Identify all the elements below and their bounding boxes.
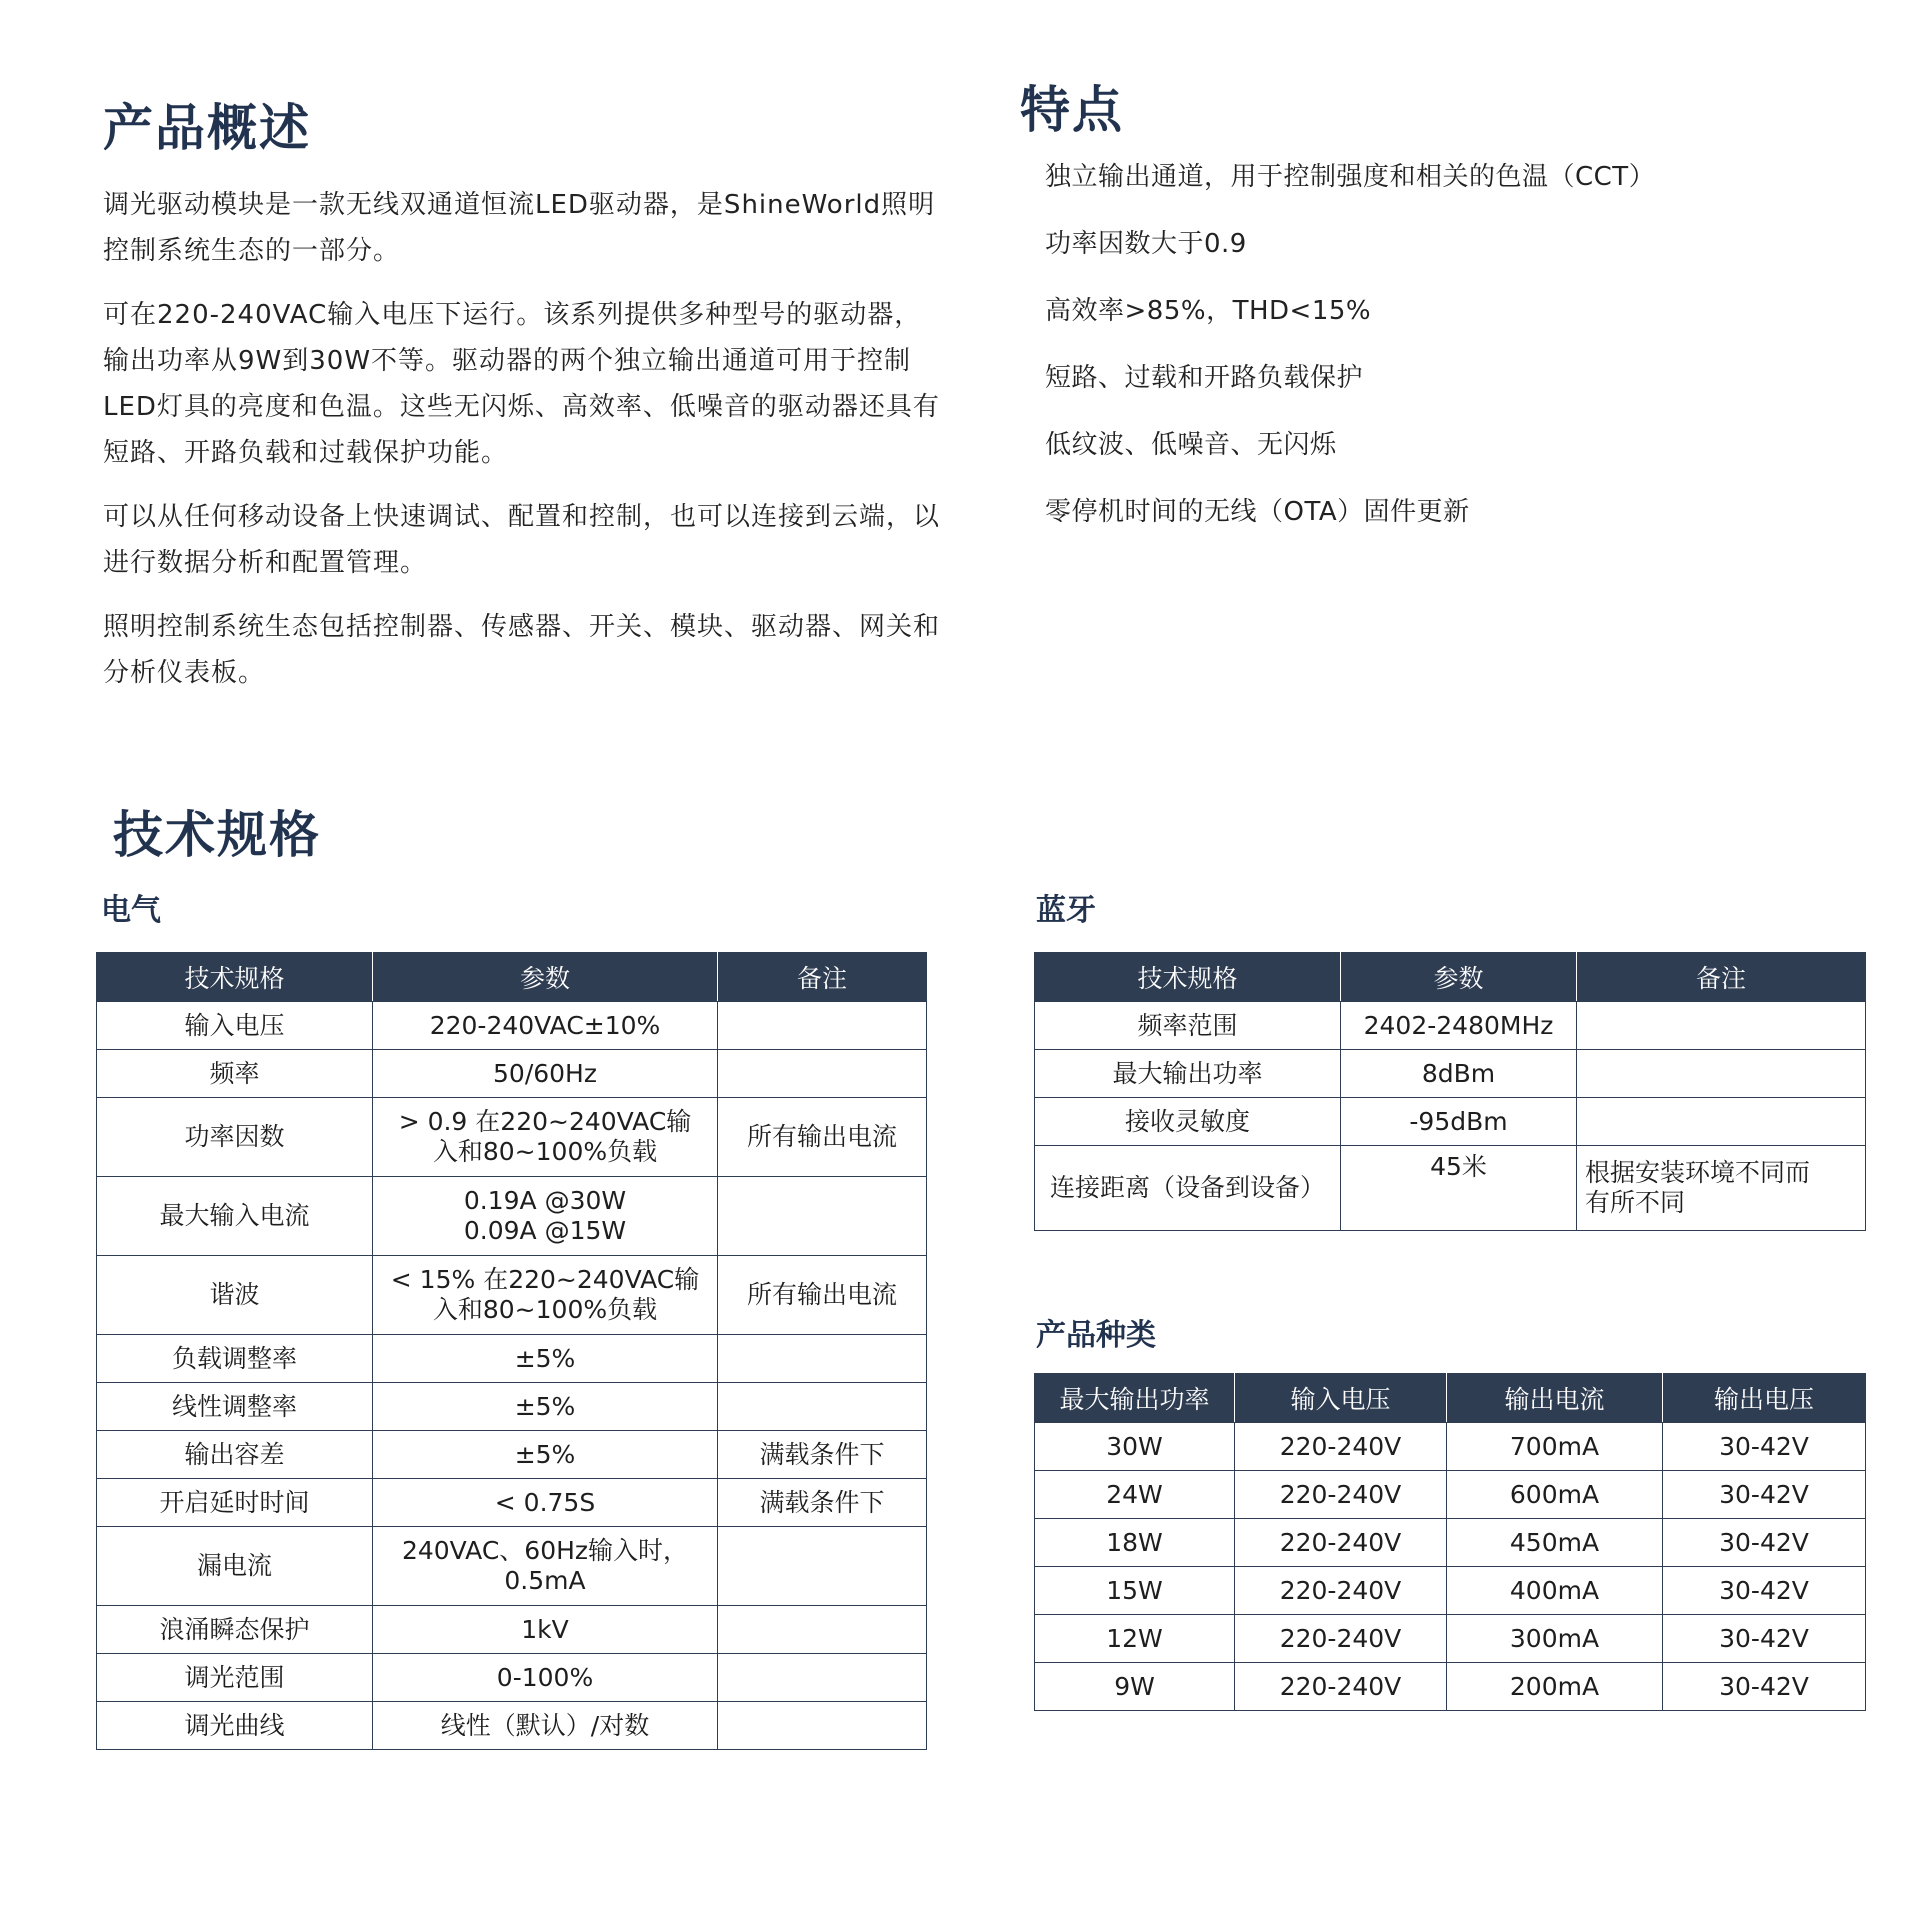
overview-paragraph: 调光驱动模块是一款无线双通道恒流LED驱动器，是ShineWorld照明控制系统生态的一部分。 [103,190,936,266]
table-row [1035,1050,1866,1098]
product-power: 15W [1035,1567,1235,1615]
specs-title: 技术规格 [113,806,321,864]
overview-paragraph: 可在220-240VAC输入电压下运行。该系列提供多种型号的驱动器，输出功率从9W到30W不等。驱动器的两个独立输出通道可用于控制LED灯具的亮度和色温。这些无闪烁、高效率、低噪音的驱动器还具有短路、开路负载和过载保护功能。 [103,300,940,468]
table-row [97,1335,927,1383]
spec-note: 所有输出电流 [718,1256,927,1335]
spec-value: 240VAC、60Hz输入时， 0.5mA [373,1527,718,1606]
spec-name: 接收灵敏度 [1035,1098,1341,1146]
spec-name: 连接距离（设备到设备） [1035,1146,1341,1231]
spec-value: 2402-2480MHz [1341,1002,1577,1050]
spec-name: 最大输出功率 [1035,1050,1341,1098]
product-power: 24W [1035,1471,1235,1519]
table-row [1035,1663,1866,1711]
column-header: 备注 [1577,953,1866,1002]
spec-value: 45米 [1341,1146,1577,1231]
spec-note [1577,1002,1866,1050]
spec-name: 输入电压 [97,1002,373,1050]
product-output-voltage: 30-42V [1663,1615,1866,1663]
spec-value: -95dBm [1341,1098,1577,1146]
column-header: 技术规格 [97,953,373,1002]
spec-note: 根据安装环境不同而 有所不同 [1577,1146,1866,1231]
column-header: 备注 [718,953,927,1002]
spec-name: 频率范围 [1035,1002,1341,1050]
table-row [1035,1567,1866,1615]
feature-item: 零停机时间的无线（OTA）固件更新 [1045,497,1470,527]
features-list [1045,160,1845,562]
spec-name: 浪涌瞬态保护 [97,1606,373,1654]
table-row [97,1702,927,1750]
product-input-voltage: 220-240V [1235,1519,1447,1567]
spec-note [718,1383,927,1431]
table-row [97,1256,927,1335]
spec-note [718,1002,927,1050]
product-power: 18W [1035,1519,1235,1567]
products-table [1034,1373,1866,1711]
product-output-current: 400mA [1447,1567,1663,1615]
table-row [1035,1519,1866,1567]
feature-item: 功率因数大于0.9 [1045,229,1247,259]
features-title: 特点 [1020,81,1124,139]
column-header: 输入电压 [1235,1374,1447,1423]
bluetooth-title: 蓝牙 [1036,893,1096,928]
column-header: 最大输出功率 [1035,1374,1235,1423]
overview-paragraph: 照明控制系统生态包括控制器、传感器、开关、模块、驱动器、网关和分析仪表板。 [103,612,941,688]
product-output-voltage: 30-42V [1663,1519,1866,1567]
column-header: 技术规格 [1035,953,1341,1002]
electrical-title: 电气 [101,893,161,928]
feature-item: 低纹波、低噪音、无闪烁 [1045,430,1337,460]
table-row [97,1479,927,1527]
spec-note [718,1606,927,1654]
spec-note [1577,1050,1866,1098]
table-row [1035,1146,1866,1231]
product-power: 30W [1035,1423,1235,1471]
table-row [97,1050,927,1098]
spec-value: 1kV [373,1606,718,1654]
products-title: 产品种类 [1036,1318,1156,1353]
spec-name: 频率 [97,1050,373,1098]
table-row [97,1002,927,1050]
spec-note [718,1050,927,1098]
spec-value: 0.19A @30W 0.09A @15W [373,1177,718,1256]
spec-note: 满载条件下 [718,1479,927,1527]
feature-item: 独立输出通道，用于控制强度和相关的色温（CCT） [1045,162,1656,192]
product-output-voltage: 30-42V [1663,1567,1866,1615]
product-output-voltage: 30-42V [1663,1663,1866,1711]
product-output-current: 700mA [1447,1423,1663,1471]
table-row [97,1654,927,1702]
spec-name: 线性调整率 [97,1383,373,1431]
spec-name: 调光范围 [97,1654,373,1702]
spec-note [718,1177,927,1256]
table-row [97,1177,927,1256]
product-output-voltage: 30-42V [1663,1471,1866,1519]
spec-name: 负载调整率 [97,1335,373,1383]
spec-value: < 0.75S [373,1479,718,1527]
spec-name: 开启延时时间 [97,1479,373,1527]
table-row [1035,1423,1866,1471]
product-input-voltage: 220-240V [1235,1567,1447,1615]
product-output-current: 300mA [1447,1615,1663,1663]
spec-value: 0-100% [373,1654,718,1702]
feature-item: 高效率>85%，THD<15% [1045,296,1372,326]
spec-note [718,1527,927,1606]
product-output-current: 600mA [1447,1471,1663,1519]
spec-note: 满载条件下 [718,1431,927,1479]
spec-value: 线性（默认）/对数 [373,1702,718,1750]
spec-value: 220-240VAC±10% [373,1002,718,1050]
spec-name: 漏电流 [97,1527,373,1606]
column-header: 输出电压 [1663,1374,1866,1423]
spec-note [718,1654,927,1702]
table-row [97,1431,927,1479]
product-input-voltage: 220-240V [1235,1471,1447,1519]
spec-value: ±5% [373,1383,718,1431]
table-row [97,1527,927,1606]
spec-value: ±5% [373,1431,718,1479]
spec-note [1577,1098,1866,1146]
spec-value: 50/60Hz [373,1050,718,1098]
spec-value: ±5% [373,1335,718,1383]
spec-note: 所有输出电流 [718,1098,927,1177]
bluetooth-table [1034,952,1866,1231]
table-row [1035,1471,1866,1519]
table-row [1035,1002,1866,1050]
overview-paragraph: 可以从任何移动设备上快速调试、配置和控制，也可以连接到云端，以进行数据分析和配置管理。 [103,502,941,578]
spec-name: 调光曲线 [97,1702,373,1750]
spec-name: 最大输入电流 [97,1177,373,1256]
spec-name: 输出容差 [97,1431,373,1479]
column-header: 参数 [373,953,718,1002]
spec-value: 8dBm [1341,1050,1577,1098]
overview-title: 产品概述 [103,99,311,157]
spec-name: 谐波 [97,1256,373,1335]
electrical-table [96,952,927,1750]
spec-note [718,1702,927,1750]
product-power: 12W [1035,1615,1235,1663]
table-row [97,1606,927,1654]
spec-name: 功率因数 [97,1098,373,1177]
table-row [97,1098,927,1177]
table-row [1035,1098,1866,1146]
product-power: 9W [1035,1663,1235,1711]
product-input-voltage: 220-240V [1235,1663,1447,1711]
spec-value: > 0.9 在220~240VAC输 入和80~100%负载 [373,1098,718,1177]
product-input-voltage: 220-240V [1235,1423,1447,1471]
column-header: 参数 [1341,953,1577,1002]
product-output-voltage: 30-42V [1663,1423,1866,1471]
table-row [97,1383,927,1431]
table-row [1035,1615,1866,1663]
product-input-voltage: 220-240V [1235,1615,1447,1663]
spec-note [718,1335,927,1383]
spec-value: < 15% 在220~240VAC输 入和80~100%负载 [373,1256,718,1335]
overview-body [103,182,943,714]
column-header: 输出电流 [1447,1374,1663,1423]
product-output-current: 450mA [1447,1519,1663,1567]
product-output-current: 200mA [1447,1663,1663,1711]
feature-item: 短路、过载和开路负载保护 [1045,363,1364,393]
